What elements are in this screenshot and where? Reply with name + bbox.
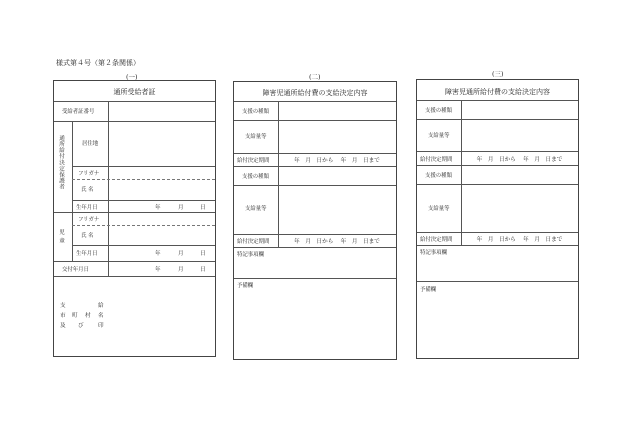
child-name-label: 氏 名: [81, 233, 94, 239]
guardian-name-label: 氏 名: [81, 187, 94, 193]
child-birthdate-label: 生年月日: [76, 251, 98, 257]
period-value-1a: 年 月 日から 年 月 日まで: [294, 158, 380, 164]
service-type-label-2a: 支援の種類: [425, 108, 452, 114]
period-value-2b: 年 月 日から 年 月 日まで: [476, 237, 563, 243]
period-label-2a: 給付決定期間: [420, 157, 453, 163]
certificate-title: 通所受給者証: [113, 88, 156, 96]
panel-number-1: (一): [126, 73, 138, 81]
amount-label-1b: 支給量等: [245, 206, 267, 212]
reserve-label-1: 予備欄: [237, 283, 254, 289]
address-label: 居住地: [82, 141, 99, 147]
panel-number-2: (二): [309, 73, 321, 81]
guardian-furigana-label: フリガナ: [78, 171, 100, 177]
period-label-2b: 給付決定期間: [420, 237, 453, 243]
guardian-birthdate-label: 生年月日: [76, 205, 98, 211]
recipient-number-label: 受給者証番号: [62, 109, 95, 115]
period-value-2a: 年 月 日から 年 月 日まで: [476, 157, 563, 163]
decision-title-2: 障害児通所給付費の支給決定内容: [445, 88, 550, 96]
notes-label-1: 特記事項欄: [237, 252, 264, 258]
guardian-label: 通所給付決定保護者: [58, 135, 64, 190]
issue-date-label: 交付年月日: [62, 267, 89, 273]
reserve-label-2: 予備欄: [420, 287, 437, 293]
child-furigana-label: フリガナ: [78, 217, 100, 223]
panel-decision-2: [416, 79, 579, 359]
panel-number-3: (三): [492, 70, 504, 78]
amount-label-2b: 支給量等: [428, 206, 450, 212]
period-label-1a: 給付決定期間: [237, 158, 270, 164]
panel-decision-1: [233, 81, 397, 360]
service-type-label-1b: 支援の種類: [242, 174, 269, 180]
period-label-1b: 給付決定期間: [237, 239, 270, 245]
service-type-label-2b: 支援の種類: [425, 173, 452, 179]
amount-label-1a: 支給量等: [245, 134, 267, 140]
form-number-label: 様式第４号（第２条関係）: [56, 59, 140, 67]
panel-recipient-certificate: 通所受給者証 受給者証番号 通所給付決定保護者 居住地 フリガナ 氏 名 生年月日 年 月 日 児 童 フリガナ 氏 名 生年月日 年 月 日 交付年月日 年 月 日 支 給 市 町 村 名 及 び 印: [53, 80, 216, 357]
service-type-label-1a: 支援の種類: [242, 109, 269, 115]
amount-label-2a: 支給量等: [428, 133, 450, 139]
child-label: 児 童: [58, 229, 64, 244]
decision-title-1: 障害児通所給付費の支給決定内容: [262, 89, 368, 97]
period-value-1b: 年 月 日から 年 月 日まで: [294, 239, 380, 245]
notes-label-2: 特記事項欄: [420, 250, 447, 256]
